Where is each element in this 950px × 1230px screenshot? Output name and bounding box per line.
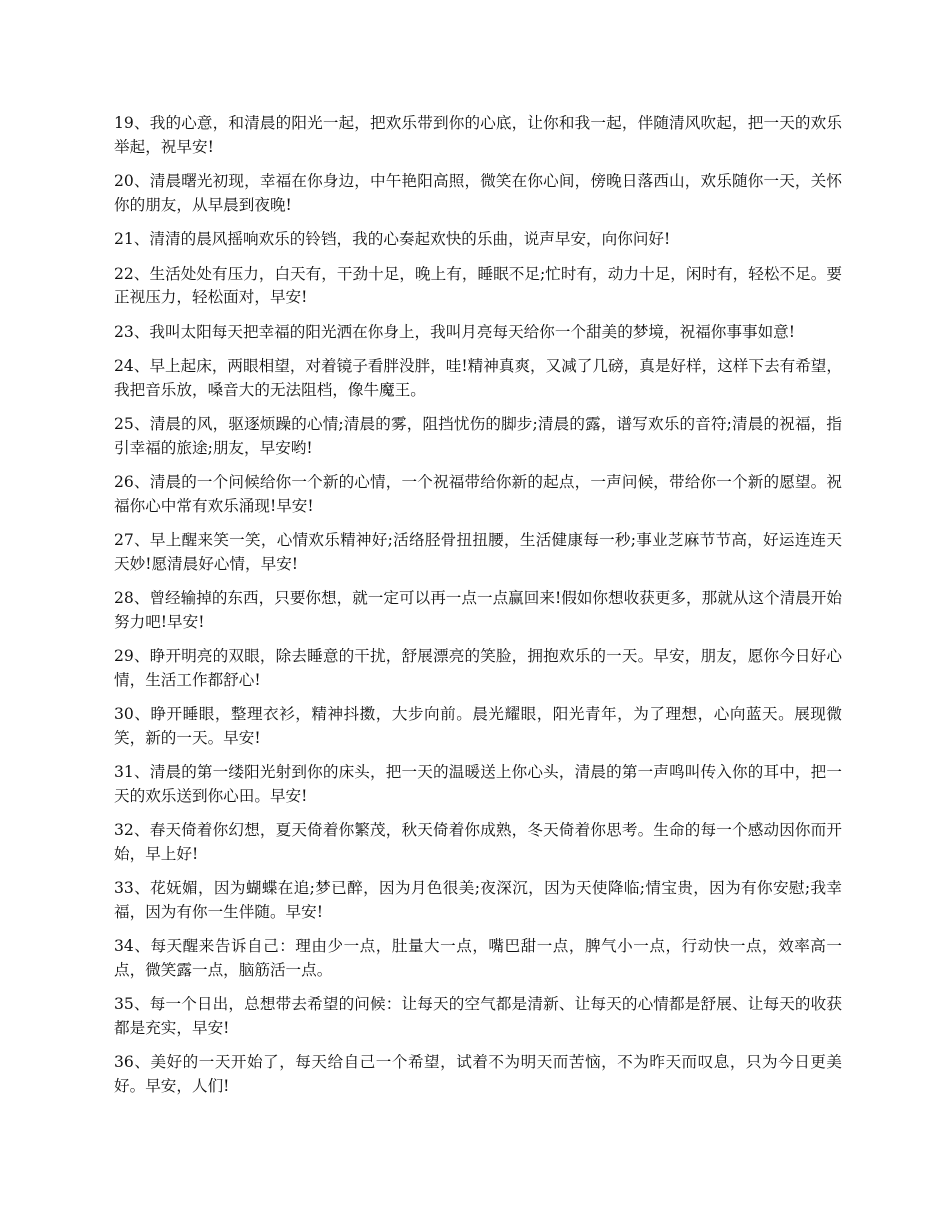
paragraph-25: 25、清晨的风，驱逐烦躁的心情;清晨的雾，阻挡忧伤的脚步;清晨的露，谱写欢乐的音符;清晨的祝福，指引幸福的旅途;朋友，早安哟! — [114, 415, 842, 457]
paragraph-31: 31、清晨的第一缕阳光射到你的床头，把一天的温暖送上你心头，清晨的第一声鸣叫传入你的耳中，把一天的欢乐送到你心田。早安! — [114, 763, 842, 805]
paragraph-29: 29、睁开明亮的双眼，除去睡意的干扰，舒展漂亮的笑脸，拥抱欢乐的一天。早安，朋友，愿你今日好心情，生活工作都舒心! — [114, 647, 842, 689]
paragraph-19: 19、我的心意，和清晨的阳光一起，把欢乐带到你的心底，让你和我一起，伴随清风吹起，把一天的欢乐举起，祝早安! — [114, 114, 842, 156]
paragraph-23: 23、我叫太阳每天把幸福的阳光洒在你身上，我叫月亮每天给你一个甜美的梦境，祝福你事事如意! — [114, 322, 796, 341]
document-body — [114, 112, 842, 1109]
paragraph-30: 30、睁开睡眼，整理衣衫，精神抖擞，大步向前。晨光耀眼，阳光青年，为了理想，心向蓝天。展现微笑，新的一天。早安! — [114, 705, 842, 747]
paragraph-33: 33、花妩媚，因为蝴蝶在追;梦已醉，因为月色很美;夜深沉，因为天使降临;情宝贵，因为有你安慰;我幸福，因为有你一生伴随。早安! — [114, 879, 842, 921]
paragraph-28: 28、曾经输掉的东西，只要你想，就一定可以再一点一点赢回来!假如你想收获更多，那就从这个清晨开始努力吧!早安! — [114, 589, 842, 631]
paragraph-36: 36、美好的一天开始了，每天给自己一个希望，试着不为明天而苦恼，不为昨天而叹息，只为今日更美好。早安，人们! — [114, 1053, 842, 1095]
paragraph-35: 35、每一个日出，总想带去希望的问候：让每天的空气都是清新、让每天的心情都是舒展、让每天的收获都是充实，早安! — [114, 995, 842, 1037]
paragraph-21: 21、清清的晨风摇响欢乐的铃铛，我的心奏起欢快的乐曲，说声早安，向你问好! — [114, 230, 671, 248]
paragraph-22: 22、生活处处有压力，白天有，干劲十足，晚上有，睡眠不足;忙时有，动力十足，闲时有，轻松不足。要正视压力，轻松面对，早安! — [114, 264, 842, 306]
paragraph-24: 24、早上起床，两眼相望，对着镜子看胖没胖，哇!精神真爽，又减了几磅，真是好样，这样下去有希望，我把音乐放，嗓音大的无法阻档，像牛魔王。 — [114, 357, 842, 399]
paragraph-32: 32、春天倚着你幻想，夏天倚着你繁茂，秋天倚着你成熟，冬天倚着你思考。生命的每一个感动因你而开始，早上好! — [114, 821, 842, 863]
paragraph-27: 27、早上醒来笑一笑，心情欢乐精神好;活络胫骨扭扭腰，生活健康每一秒;事业芝麻节节高，好运连连天天妙!愿清晨好心情，早安! — [114, 531, 842, 573]
paragraph-26: 26、清晨的一个问候给你一个新的心情，一个祝福带给你新的起点，一声问候，带给你一个新的愿望。祝福你心中常有欢乐涌现!早安! — [114, 473, 842, 515]
paragraph-34: 34、每天醒来告诉自己：理由少一点，肚量大一点，嘴巴甜一点，脾气小一点，行动快一点，效率高一点，微笑露一点，脑筋活一点。 — [114, 937, 842, 979]
paragraph-20: 20、清晨曙光初现，幸福在你身边，中午艳阳高照，微笑在你心间，傍晚日落西山，欢乐随你一天，关怀你的朋友，从早晨到夜晚! — [114, 172, 842, 214]
